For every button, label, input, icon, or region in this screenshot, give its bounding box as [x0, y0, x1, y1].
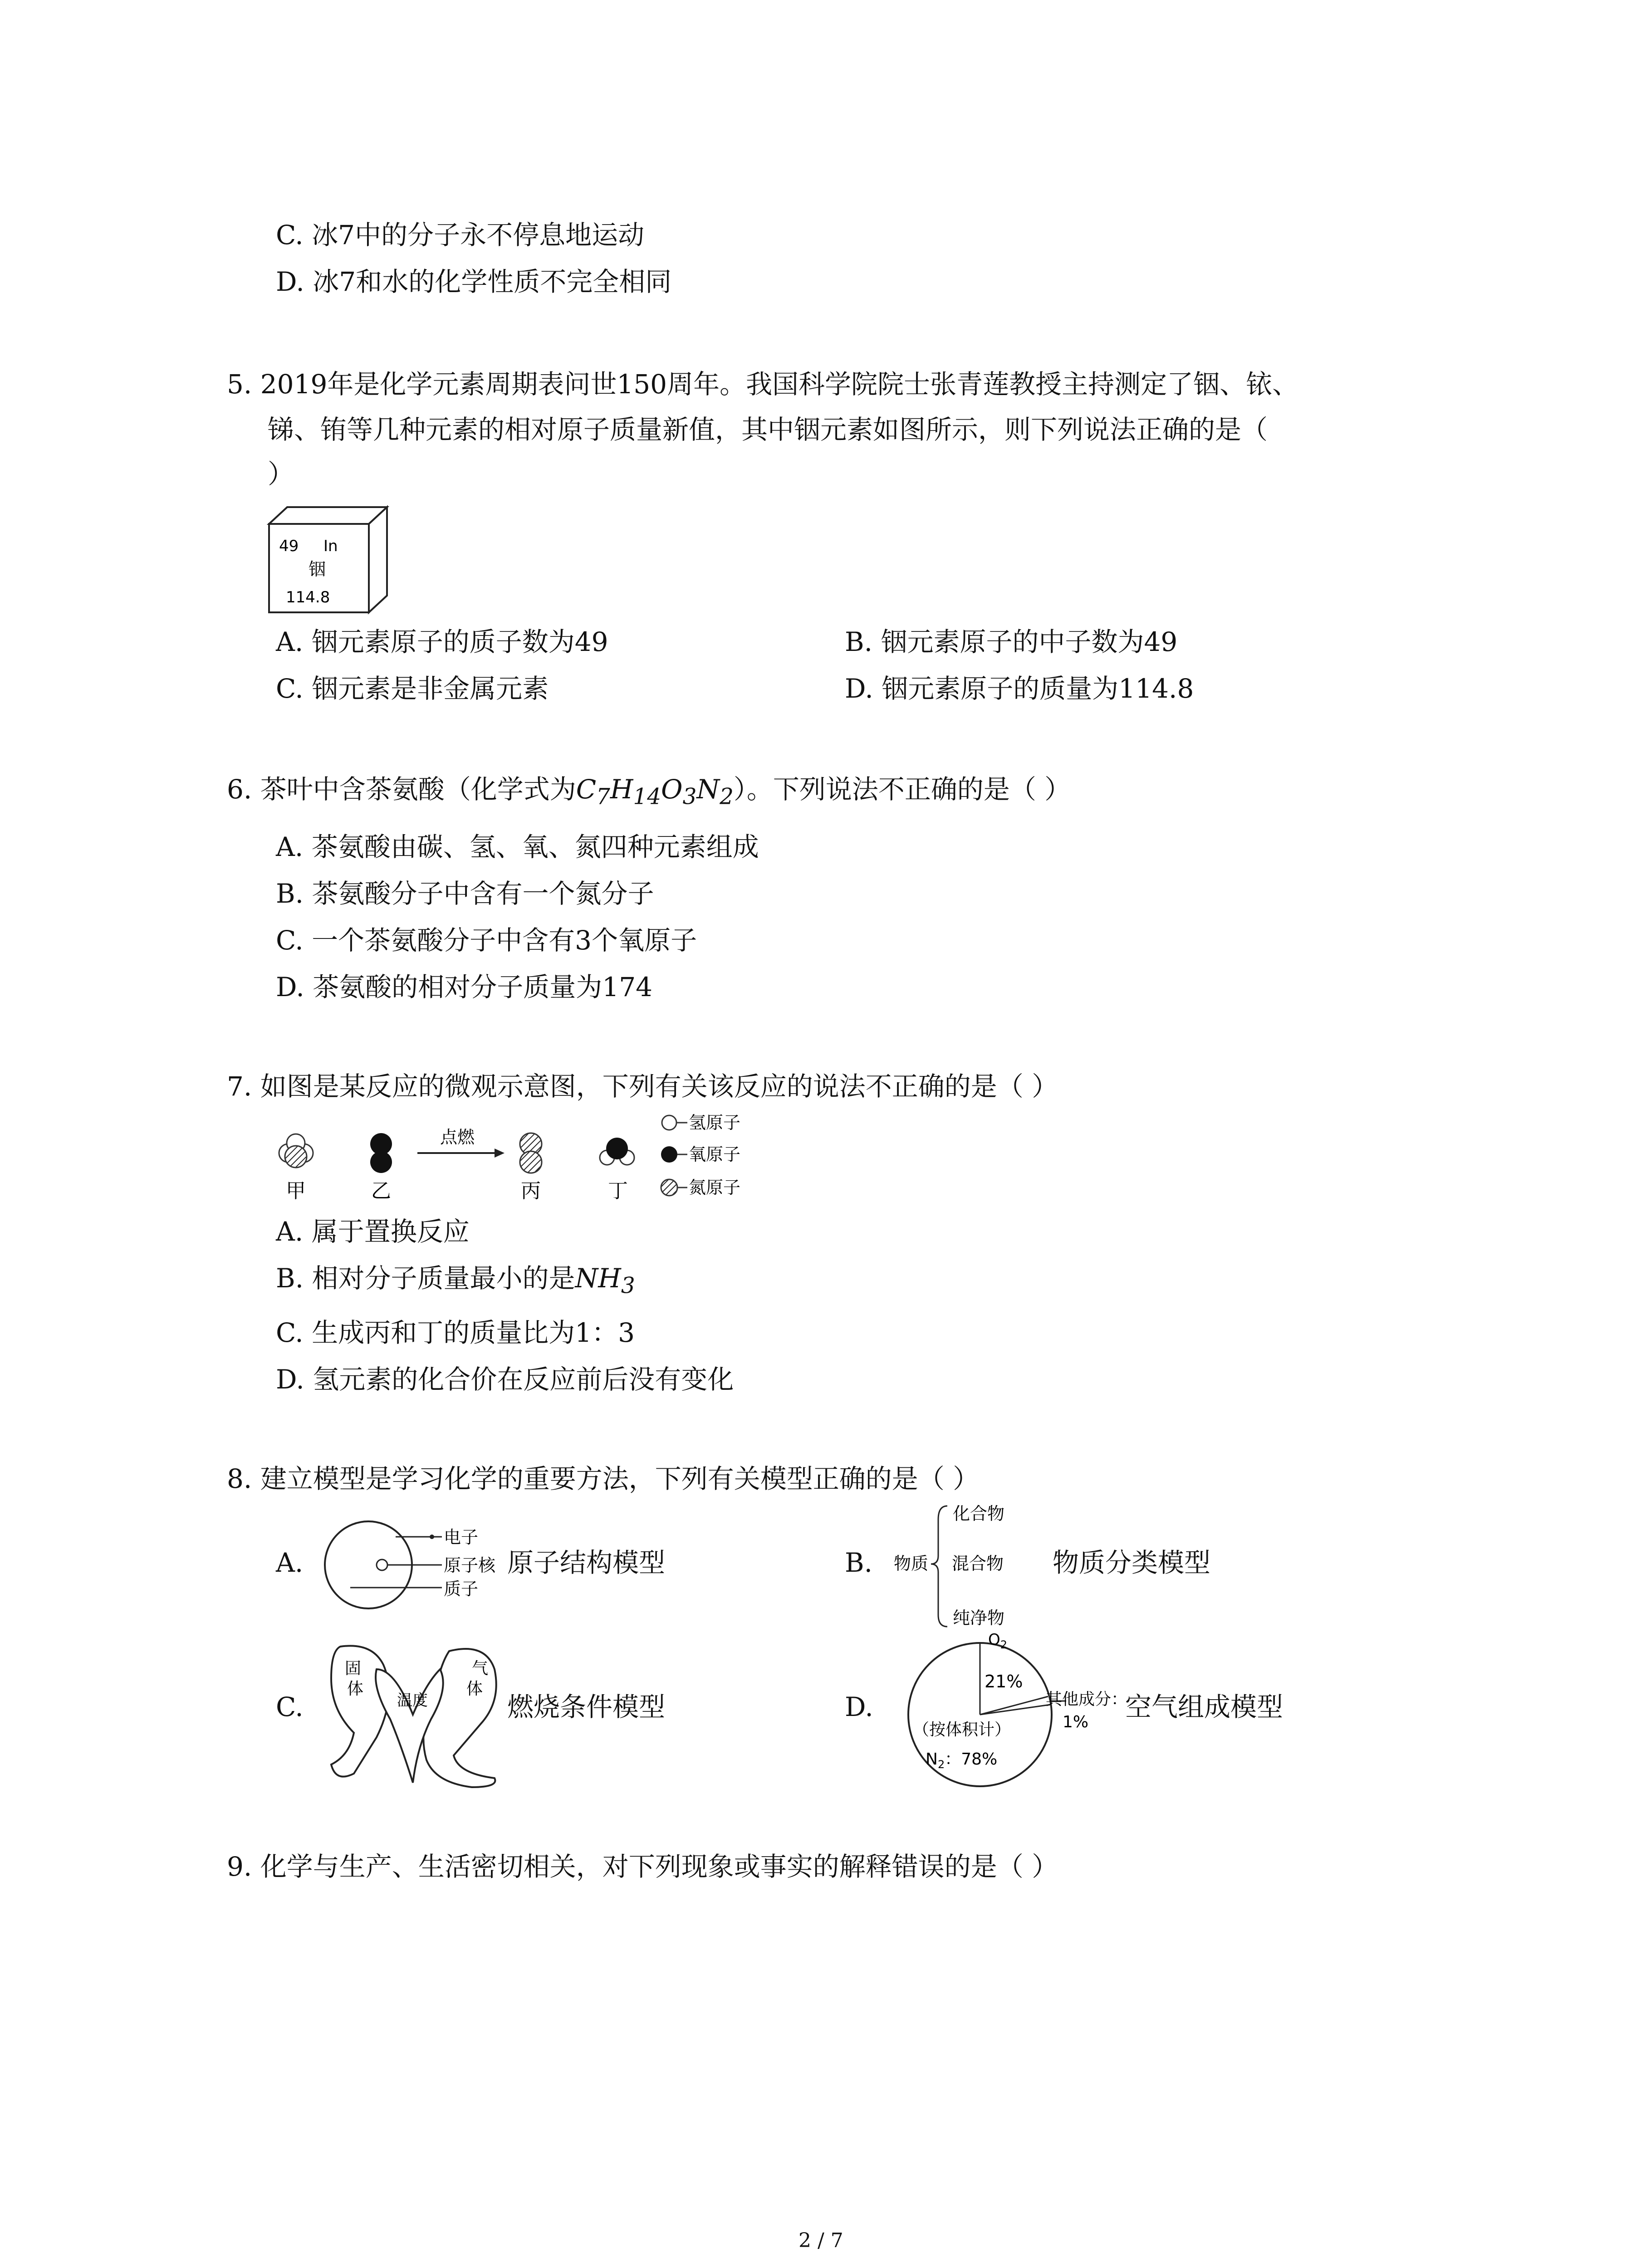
q8-stem: 8. 建立模型是学习化学的重要方法，下列有关模型正确的是（ ） [227, 1463, 980, 1494]
q7-stem: 7. 如图是某反应的微观示意图，下列有关该反应的说法不正确的是（ ） [227, 1071, 1058, 1102]
q7-option-b-formula: $NH_3$ [575, 1263, 635, 1299]
svg-text:氧原子: 氧原子 [689, 1144, 741, 1164]
label-solid-1: 固 [345, 1659, 362, 1678]
reaction-arrow [417, 1149, 505, 1158]
label-o2-pct: 21% [985, 1672, 1023, 1691]
reaction-diagram [268, 1111, 794, 1216]
label-electron: 电子 [444, 1527, 479, 1547]
q8-c-letter: C. [276, 1691, 304, 1722]
q8-d-caption: 空气组成模型 [1125, 1691, 1283, 1722]
atom-structure-model [323, 1515, 514, 1615]
svg-text:氮原子: 氮原子 [689, 1178, 741, 1198]
q4-option-c: C. 冰7中的分子永不停息地运动 [276, 220, 645, 250]
label-mixture: 混合物 [952, 1554, 1004, 1574]
label-compound: 化合物 [953, 1504, 1005, 1524]
label-gas-2: 体 [466, 1680, 483, 1698]
label-other: 其他成分： [1046, 1690, 1128, 1709]
label-jia: 甲 [286, 1179, 306, 1202]
label-ding: 丁 [608, 1179, 628, 1202]
q6-stem-pre: 6. 茶叶中含茶氨酸（化学式为 [227, 774, 576, 805]
page-number: 2 / 7 [798, 2229, 843, 2252]
svg-text:氢原子: 氢原子 [689, 1113, 741, 1133]
legend-hydrogen [662, 1113, 740, 1133]
q6-formula: $C_7H_{14}O_3N_2$ [576, 774, 734, 810]
molecule-yi [370, 1133, 392, 1173]
molecule-bing [520, 1133, 542, 1173]
q4-option-d: D. 冰7和水的化学性质不完全相同 [276, 266, 672, 297]
q6-option-c: C. 一个茶氨酸分子中含有3个氧原子 [276, 925, 697, 956]
legend-nitrogen [661, 1178, 740, 1198]
q5-stem-line1: 5. 2019年是化学元素周期表问世150周年。我国科学院院士张青莲教授主持测定了铟、铱、 [227, 369, 1299, 400]
q6-option-d: D. 茶氨酸的相对分子质量为174 [276, 972, 653, 1002]
q6-stem-post: ）。下列说法不正确的是（ ） [733, 774, 1071, 805]
q8-c-caption: 燃烧条件模型 [507, 1691, 666, 1722]
tile-name: 铟 [309, 559, 326, 579]
q5-stem-line2: 锑、铕等几种元素的相对原子质量新值，其中铟元素如图所示，则下列说法正确的是（ [268, 414, 1268, 445]
q5-stem-line3: ） [268, 459, 294, 489]
label-proton: 质子 [444, 1579, 479, 1599]
label-pure: 纯净物 [953, 1608, 1005, 1628]
q8-b-caption: 物质分类模型 [1053, 1547, 1211, 1578]
q6-stem [227, 773, 1071, 813]
q5-option-a: A. 铟元素原子的质子数为49 [276, 626, 608, 657]
q7-option-b [276, 1262, 635, 1302]
q8-a-letter: A. [276, 1547, 304, 1578]
tile-symbol: In [323, 537, 338, 555]
q7-option-c: C. 生成丙和丁的质量比为1：3 [276, 1317, 635, 1348]
air-composition-pie [889, 1628, 1128, 1792]
q8-a-caption: 原子结构模型 [507, 1547, 666, 1578]
label-temperature: 温度 [397, 1691, 428, 1710]
substance-classification-model [894, 1501, 1048, 1633]
indium-element-tile [265, 503, 392, 617]
combustion-condition-model [322, 1637, 513, 1792]
q7-option-a: A. 属于置换反应 [276, 1216, 470, 1247]
label-nucleus: 原子核 [444, 1555, 496, 1575]
q6-option-a: A. 茶氨酸由碳、氢、氧、氮四种元素组成 [276, 831, 759, 862]
arrow-label: 点燃 [440, 1127, 475, 1147]
label-other-pct: 1% [1063, 1713, 1089, 1731]
label-yi: 乙 [371, 1179, 391, 1202]
q6-option-b: B. 茶氨酸分子中含有一个氮分子 [276, 878, 654, 909]
molecule-jia [279, 1134, 313, 1168]
legend-oxygen [661, 1144, 740, 1164]
label-gas-1: 气 [472, 1659, 489, 1678]
q8-d-letter: D. [845, 1691, 873, 1722]
label-o2: $O_2$ [988, 1631, 1008, 1651]
q9-stem: 9. 化学与生产、生活密切相关，对下列现象或事实的解释错误的是（ ） [227, 1851, 1058, 1882]
label-bing: 丙 [521, 1179, 541, 1202]
q5-option-c: C. 铟元素是非金属元素 [276, 673, 549, 704]
q8-b-letter: B. [845, 1547, 873, 1578]
label-solid-2: 体 [347, 1680, 364, 1698]
q7-option-d: D. 氢元素的化合价在反应前后没有变化 [276, 1364, 734, 1395]
q5-option-d: D. 铟元素原子的质量为114.8 [845, 673, 1194, 704]
q5-option-b: B. 铟元素原子的中子数为49 [845, 626, 1178, 657]
label-basis: （按体积计） [913, 1721, 1011, 1739]
label-substance: 物质 [894, 1554, 929, 1574]
molecule-ding [600, 1138, 634, 1165]
tile-mass: 114.8 [286, 588, 330, 606]
label-n2: $N_2$：78% [926, 1750, 998, 1771]
q7-option-b-text: B. 相对分子质量最小的是 [276, 1263, 575, 1294]
tile-atomic-number: 49 [279, 537, 299, 555]
